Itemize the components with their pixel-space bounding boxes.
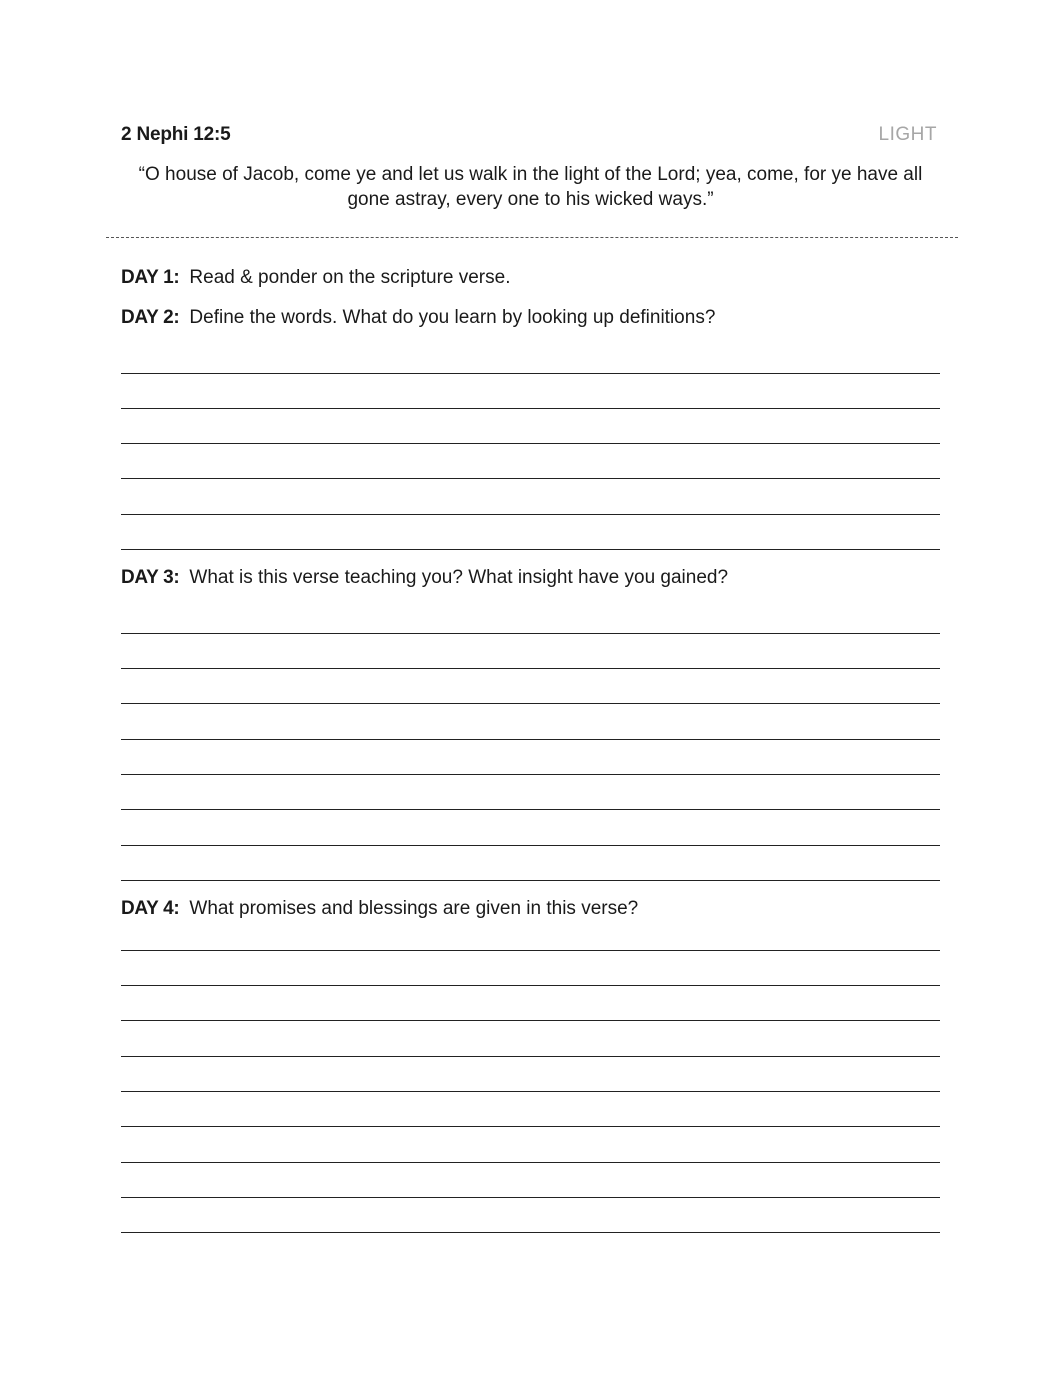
day-1-label: DAY 1: [121, 267, 180, 288]
day-4-text: What promises and blessings are given in this verse? [189, 898, 639, 919]
day-3-label: DAY 3: [121, 567, 180, 588]
day-3-text: What is this verse teaching you? What insight have you gained? [189, 567, 729, 588]
day-2-text: Define the words. What do you learn by looking up definitions? [189, 307, 716, 328]
day-3-writing-line[interactable] [121, 880, 940, 881]
day-4-writing-line[interactable] [121, 1091, 940, 1092]
day-4-writing-line[interactable] [121, 985, 940, 986]
day-3-writing-line[interactable] [121, 774, 940, 775]
day-4-writing-line[interactable] [121, 950, 940, 951]
day-4-writing-line[interactable] [121, 1126, 940, 1127]
day-1-prompt [121, 267, 510, 289]
day-3-writing-line[interactable] [121, 633, 940, 634]
day-3-writing-line[interactable] [121, 739, 940, 740]
day-3-writing-line[interactable] [121, 809, 940, 810]
day-2-writing-line[interactable] [121, 549, 940, 550]
day-2-writing-line[interactable] [121, 514, 940, 515]
day-4-prompt [121, 898, 638, 920]
scripture-reference: 2 Nephi 12:5 [121, 124, 231, 145]
topic-label: LIGHT [878, 124, 937, 145]
day-4-writing-line[interactable] [121, 1162, 940, 1163]
day-2-writing-line[interactable] [121, 478, 940, 479]
day-4-label: DAY 4: [121, 898, 180, 919]
day-4-writing-line[interactable] [121, 1197, 940, 1198]
day-4-writing-line[interactable] [121, 1232, 940, 1233]
day-2-label: DAY 2: [121, 307, 180, 328]
scripture-verse: “O house of Jacob, come ye and let us walk in the light of the Lord; yea, come, for ye have all gone astray, every one to his wicked ways.” [138, 164, 923, 210]
day-3-writing-line[interactable] [121, 703, 940, 704]
day-3-prompt [121, 567, 728, 589]
day-2-writing-line[interactable] [121, 443, 940, 444]
day-2-writing-line[interactable] [121, 373, 940, 374]
dashed-divider [106, 237, 958, 238]
day-4-writing-line[interactable] [121, 1020, 940, 1021]
day-3-writing-line[interactable] [121, 668, 940, 669]
day-2-writing-line[interactable] [121, 408, 940, 409]
day-3-writing-line[interactable] [121, 845, 940, 846]
day-2-prompt [121, 307, 715, 329]
day-1-text: Read & ponder on the scripture verse. [189, 267, 511, 288]
day-4-writing-line[interactable] [121, 1056, 940, 1057]
